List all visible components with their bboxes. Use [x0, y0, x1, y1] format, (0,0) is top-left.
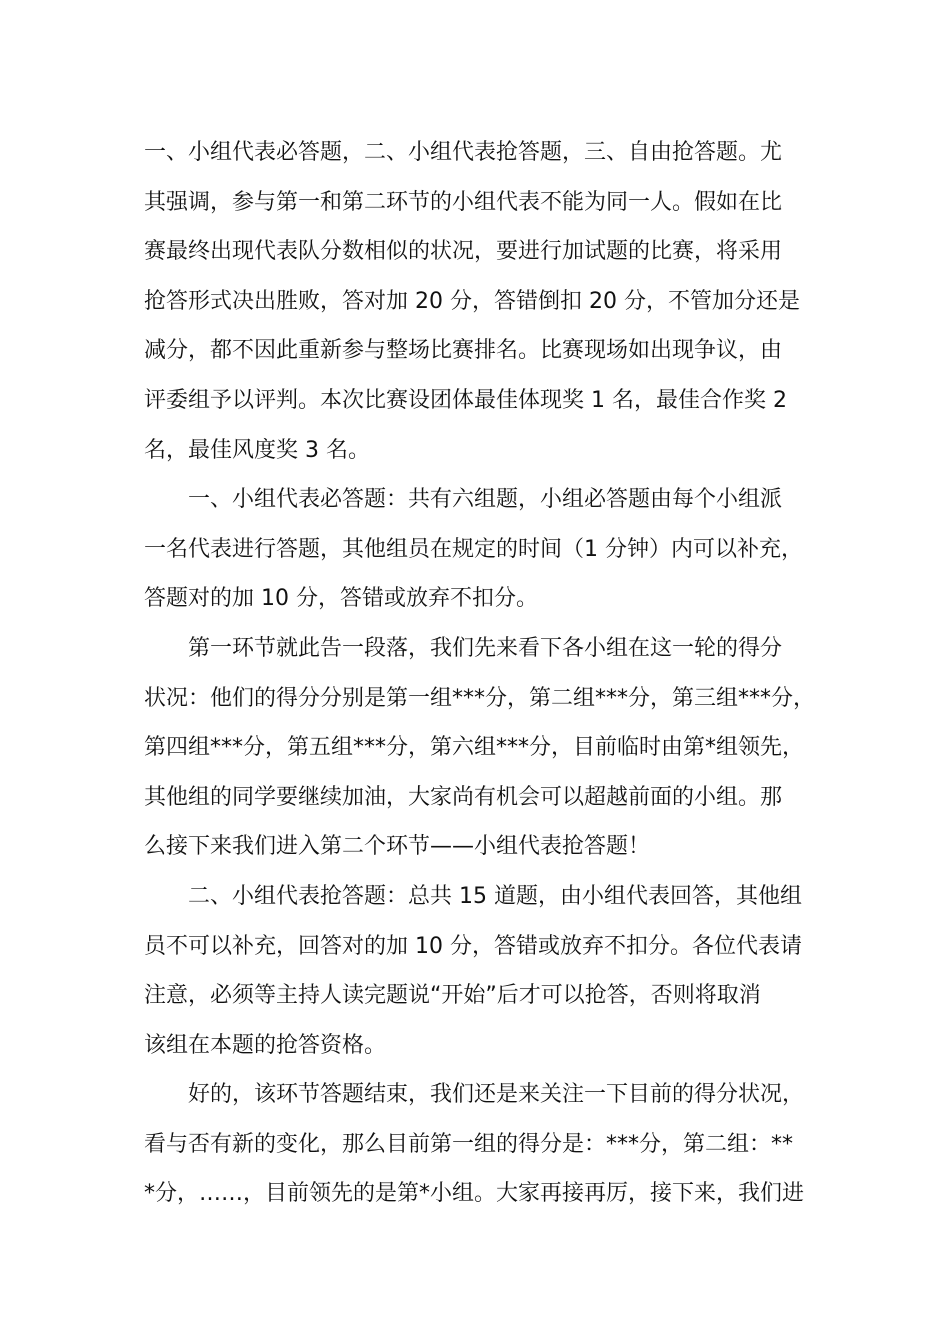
paragraph-line: 员不可以补充，回答对的加 10 分，答错或放弃不扣分。各位代表请	[144, 933, 802, 959]
paragraph-line: 名，最佳风度奖 3 名。	[144, 437, 370, 463]
paragraph-line: 一、小组代表必答题，二、小组代表抢答题，三、自由抢答题。尤	[144, 140, 783, 165]
paragraph-4	[144, 872, 808, 1070]
paragraph-line: 一名代表进行答题，其他组员在规定的时间（1 分钟）内可以补充，	[144, 536, 803, 562]
paragraph-line: 第一环节就此告一段落，我们先来看下各小组在这一轮的得分	[188, 635, 783, 661]
paragraph-line: 注意，必须等主持人读完题说“开始”后才可以抢答，否则将取消	[144, 983, 761, 1009]
paragraph-2	[144, 475, 808, 624]
paragraph-line: 二、小组代表抢答题：总共 15 道题，由小组代表回答，其他组	[188, 883, 802, 909]
paragraph-line: 赛最终出现代表队分数相似的状况，要进行加试题的比赛，将采用	[144, 239, 783, 265]
paragraph-line: 第四组***分，第五组***分，第六组***分，目前临时由第*组领先，	[144, 735, 805, 761]
paragraph-line: 减分，都不因此重新参与整场比赛排名。比赛现场如出现争议，由	[144, 338, 783, 364]
paragraph-line: 好的，该环节答题结束，我们还是来关注一下目前的得分状况，	[188, 1082, 805, 1108]
paragraph-line: 么接下来我们进入第二个环节——小组代表抢答题！	[144, 834, 651, 860]
paragraph-line: 状况：他们的得分分别是第一组***分，第二组***分，第三组***分，	[144, 685, 816, 711]
paragraph-3	[144, 624, 816, 872]
paragraph-5	[144, 1070, 808, 1219]
paragraph-1	[144, 128, 808, 475]
paragraph-line: 评委组予以评判。本次比赛设团体最佳体现奖 1 名，最佳合作奖 2	[144, 387, 787, 413]
paragraph-line: 抢答形式决出胜败，答对加 20 分，答错倒扣 20 分，不管加分还是	[144, 288, 800, 314]
paragraph-line: 该组在本题的抢答资格。	[144, 1032, 387, 1058]
paragraph-line: 其强调，参与第一和第二环节的小组代表不能为同一人。假如在比	[144, 189, 783, 215]
paragraph-line: 看与否有新的变化，那么目前第一组的得分是：***分，第二组：**	[144, 1131, 794, 1157]
paragraph-line: 其他组的同学要继续加油，大家尚有机会可以超越前面的小组。那	[144, 784, 783, 810]
paragraph-line: 答题对的加 10 分，答错或放弃不扣分。	[144, 586, 538, 612]
paragraph-line: 一、小组代表必答题：共有六组题，小组必答题由每个小组派	[188, 487, 783, 513]
paragraph-line: *分，……，目前领先的是第*小组。大家再接再厉，接下来，我们进	[144, 1181, 805, 1207]
document-body	[144, 128, 816, 1219]
